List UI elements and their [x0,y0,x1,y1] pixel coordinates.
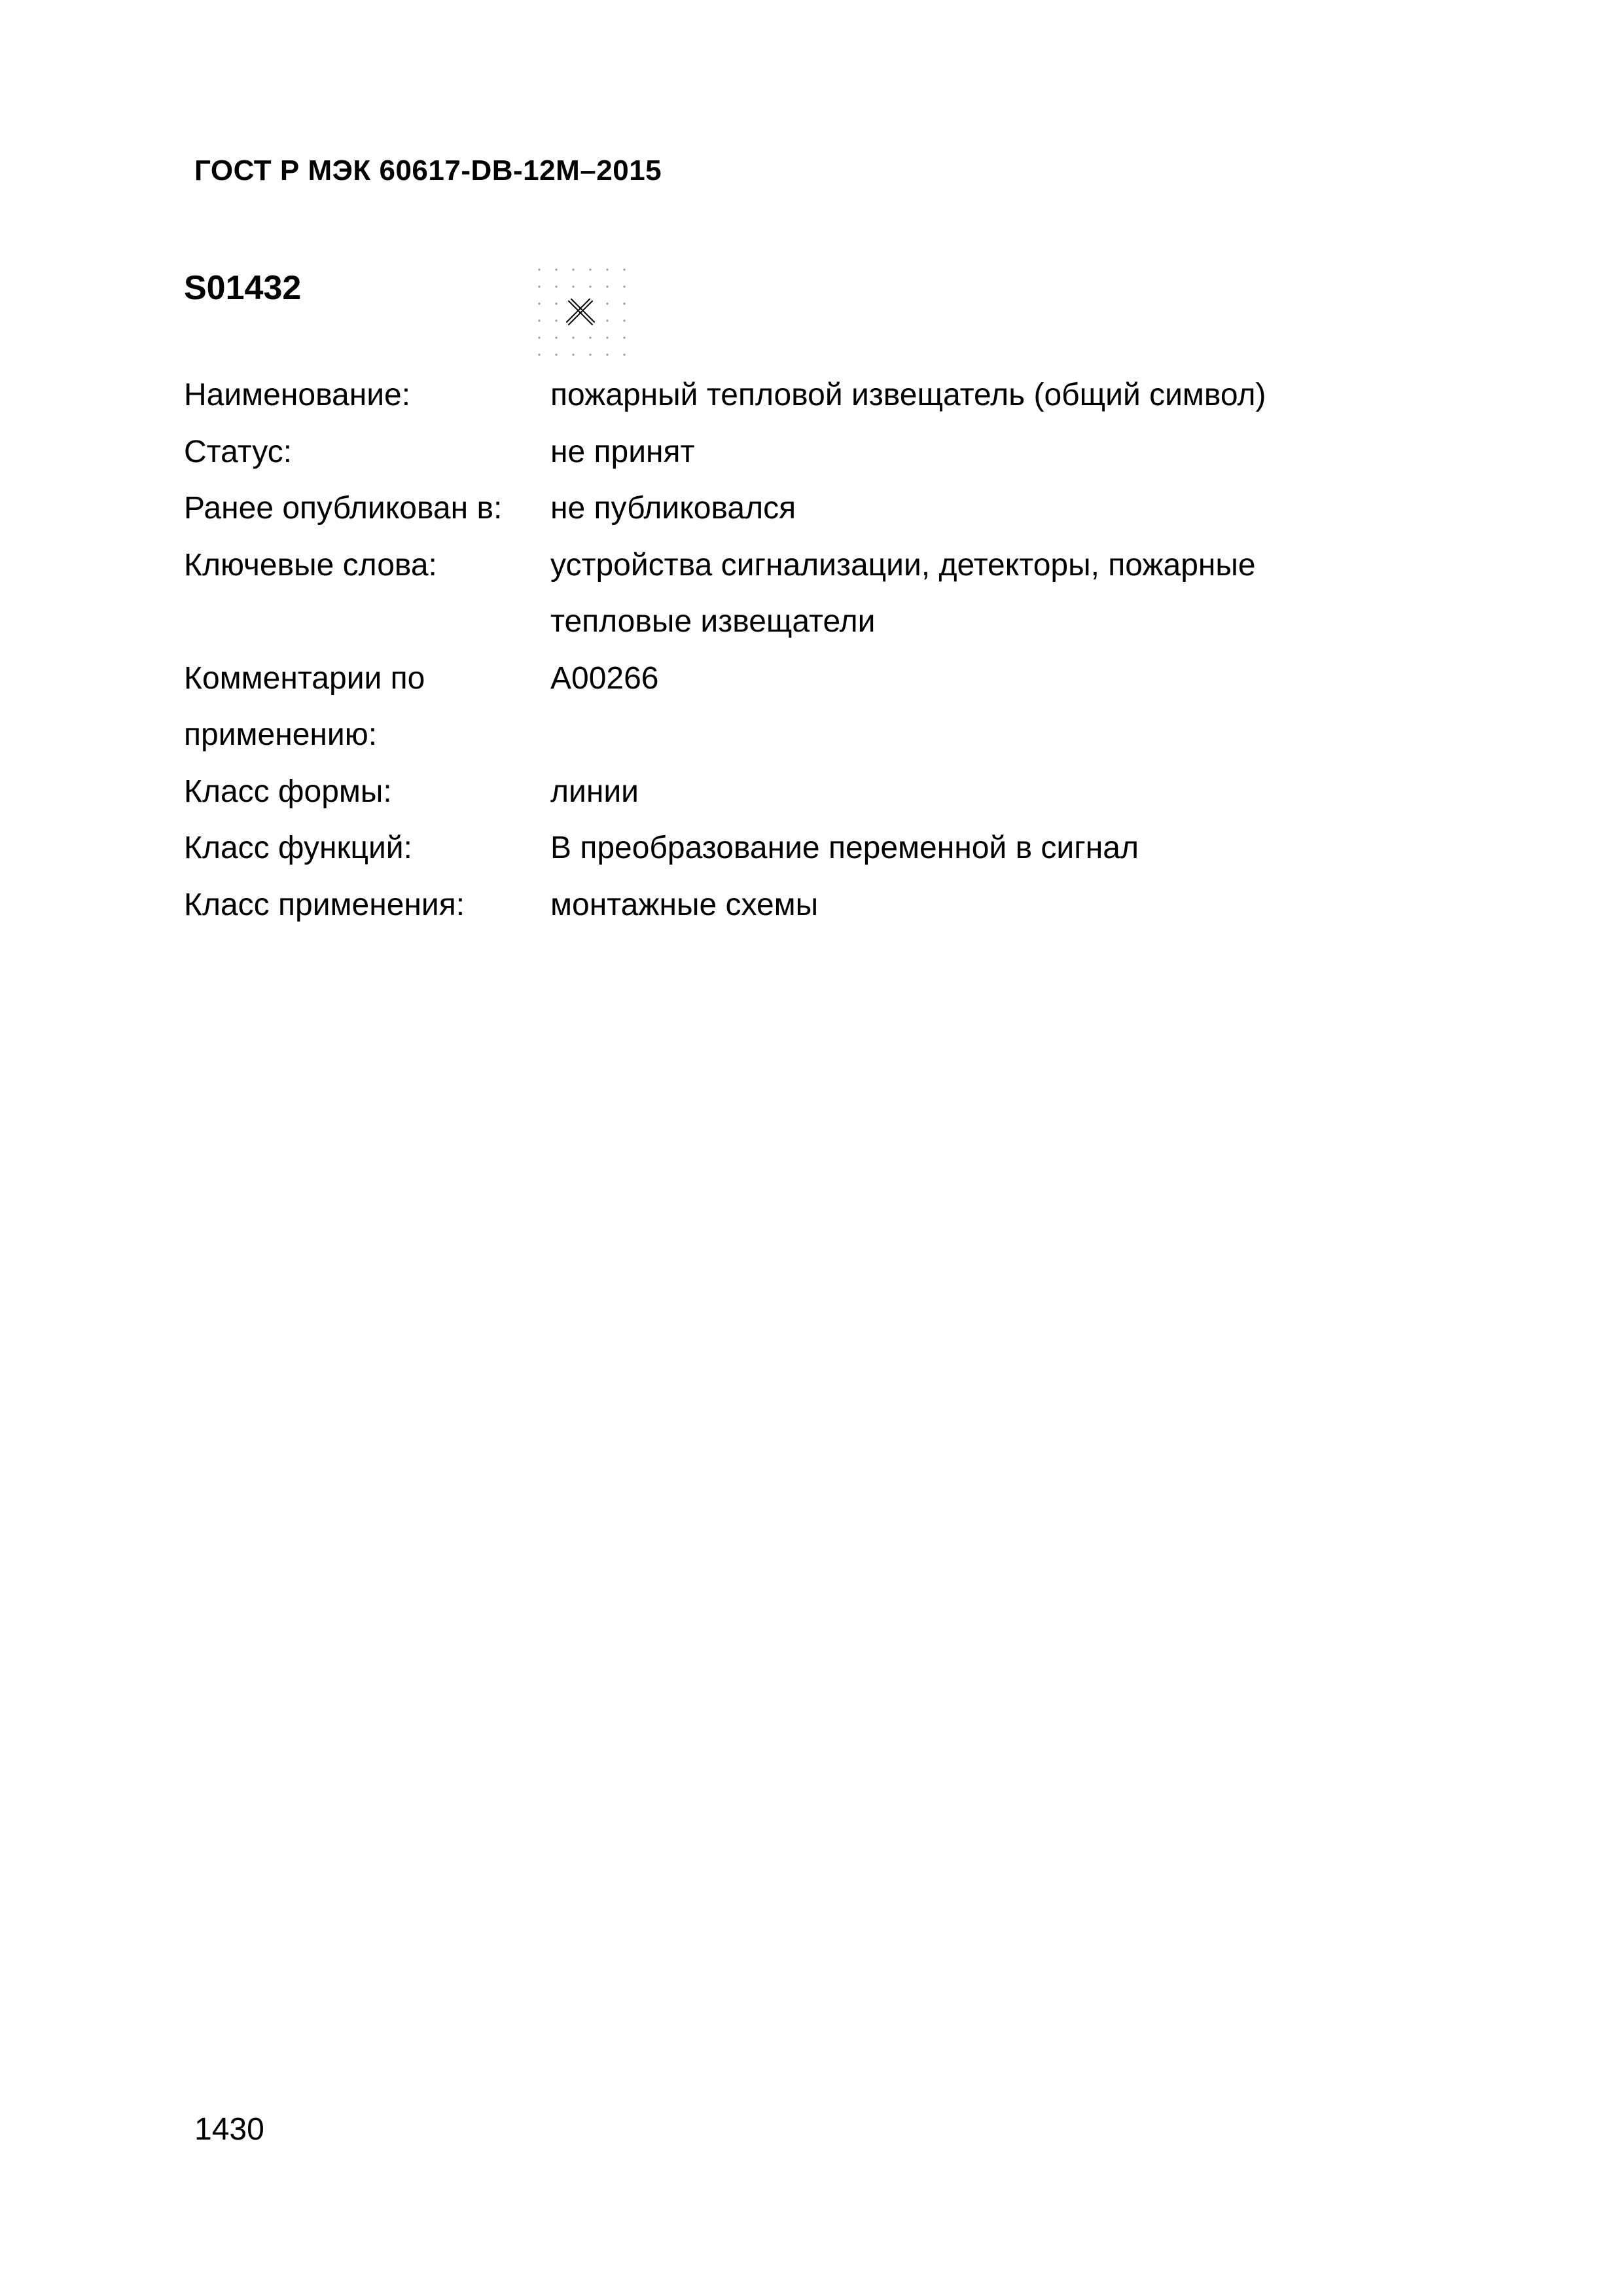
property-row-application-class [184,877,1493,934]
property-row-status [184,424,1493,481]
property-value: не публиковался [550,491,796,526]
property-label: Класс применения: [184,887,465,922]
document-standard-header: ГОСТ Р МЭК 60617-DB-12M–2015 [194,154,662,187]
property-value: монтажные схемы [550,887,819,922]
page-number: 1430 [194,2112,264,2147]
property-value: устройства сигнализации, детекторы, пожарные тепловые извещатели [550,547,1256,639]
property-row-form-class [184,764,1493,821]
property-label: Комментарии по применению: [184,660,425,752]
property-row-previously-published [184,480,1493,537]
property-row-function-class [184,820,1493,877]
property-value: не принят [550,434,695,469]
properties-table [184,367,1493,933]
property-label: Ключевые слова: [184,547,437,583]
property-label: Наименование: [184,378,411,412]
property-label: Ранее опубликован в: [184,491,503,526]
property-label: Класс формы: [184,774,392,809]
symbol-code: S01432 [184,269,302,307]
property-label: Класс функций: [184,831,412,865]
property-value: линии [550,774,639,809]
fire-heat-detector-symbol-icon [537,267,628,359]
property-row-keywords [184,537,1493,651]
property-value: B преобразование переменной в сигнал [550,831,1139,865]
property-value: A00266 [550,660,659,696]
property-row-application-notes [184,651,1493,764]
property-row-name [184,367,1493,424]
property-value: пожарный тепловой извещатель (общий символ) [550,378,1266,412]
property-label: Статус: [184,434,293,469]
